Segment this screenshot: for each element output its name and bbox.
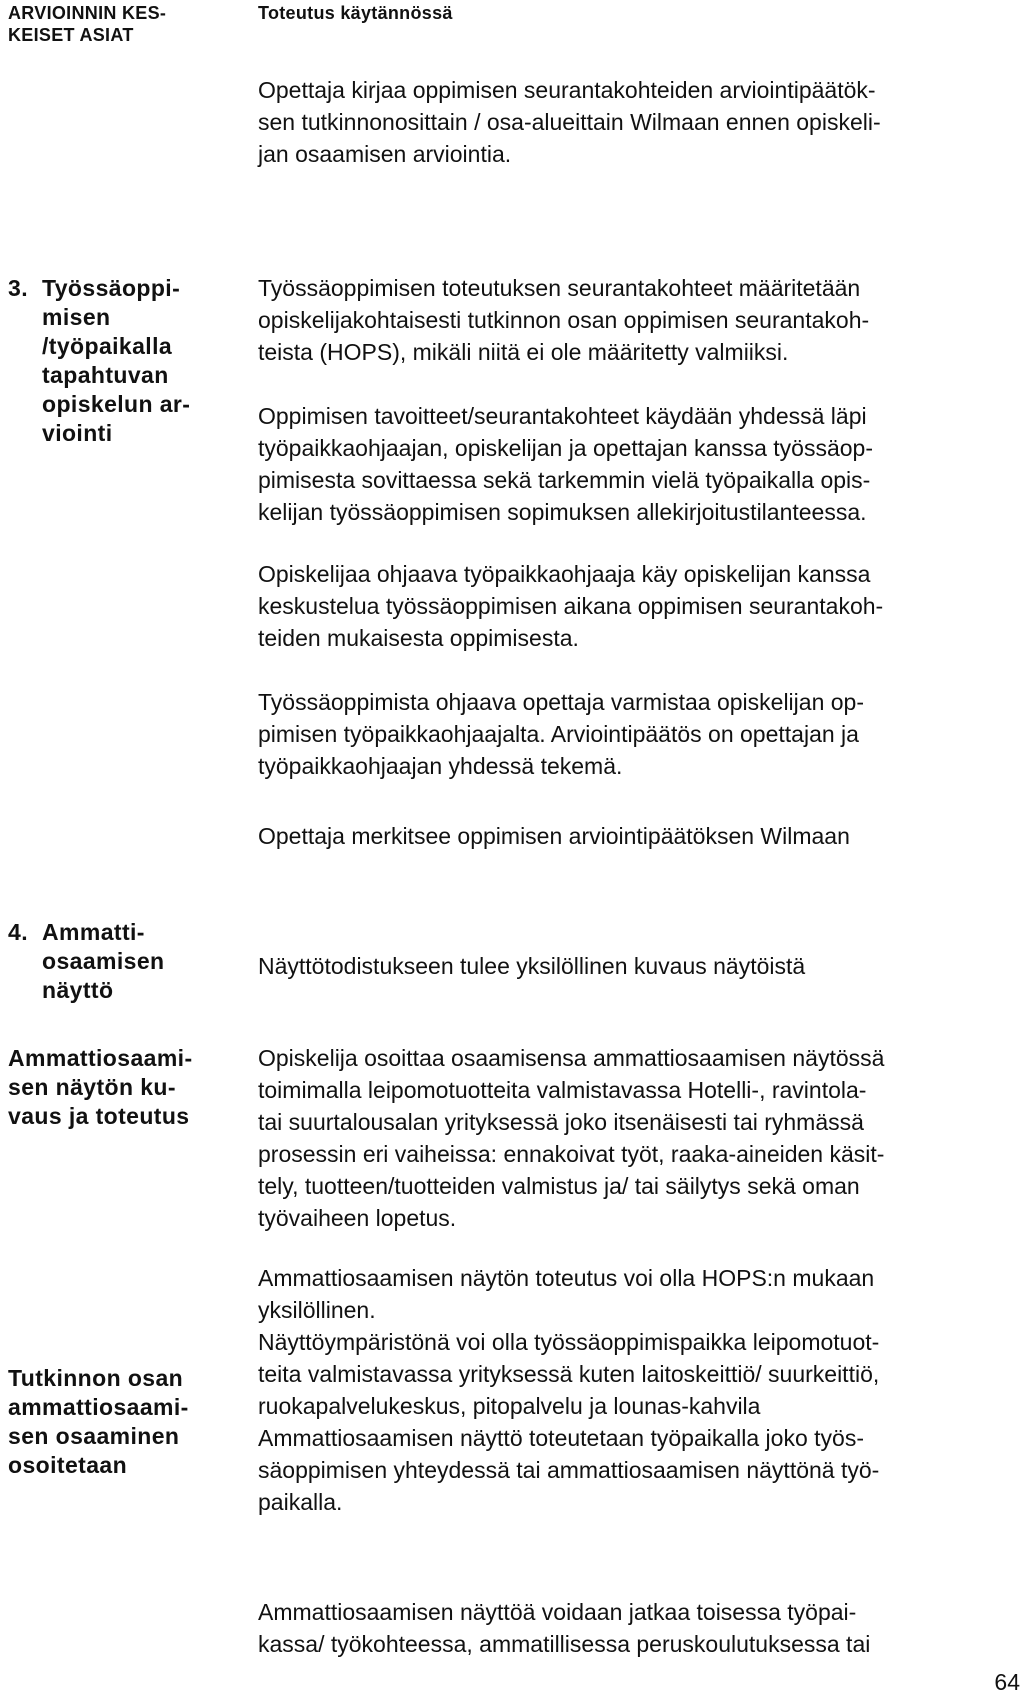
section-3-paragraph-1: Työssäoppimisen toteutuksen seurantakohteet määritetään opiskelijakohtaisesti tutkinnon osan oppimisen seurantakoh- teista (HOPS), mikäli niitä ei ole määritetty valmiiksi.: [258, 275, 870, 365]
demonstration-implementation-text: Ammattiosaamisen näytön toteutus voi olla HOPS:n mukaan yksilöllinen. Näyttöympäristönä voi olla työssäoppimispaikka leipomotuot- teita valmistavassa yrityksessä kuten laitoskeittiö/ suurkeittiö, ruokapalvelukeskus, pitopalvelu ja lounas-kahvila Ammattiosaamisen näyttö toteutetaan työpaikalla joko työs- säoppimisen yhteydessä tai ammattiosaamisen näyttönä työ- paikalla.: [258, 1265, 880, 1515]
page-number: 64: [994, 1669, 1020, 1695]
section-4-number: 4.: [8, 919, 28, 945]
section-3-title: 3. Työssäoppi- misen /työpaikalla tapahtuvan opiskelun ar- viointi: [8, 275, 191, 446]
section-4-text: Näyttötodistukseen tulee yksilöllinen kuvaus näytöistä: [258, 953, 806, 979]
continuation-paragraph: Ammattiosaamisen näyttöä voidaan jatkaa toisessa työpai- kassa/ työkohteessa, ammatillisessa peruskoulutuksessa tai: [258, 1599, 871, 1657]
section-3-paragraph-3: Opiskelijaa ohjaava työpaikkaohjaaja käy opiskelijan kanssa keskustelua työssäoppimisen aikana oppimisen seurantakoh- teiden mukaisesta oppimisesta.: [258, 561, 884, 651]
section-3-number: 3.: [8, 275, 28, 301]
intro-paragraph: Opettaja kirjaa oppimisen seurantakohteiden arviointipäätök- sen tutkinnonosittain / osa-alueittain Wilmaan ennen opiskeli- jan osaamisen arviointia.: [258, 77, 881, 167]
section-3-paragraph-4: Työssäoppimista ohjaava opettaja varmistaa opiskelijan op- pimisen työpaikkaohjaajalta. Arviointipäätös on opettajan ja työpaikkaohjaajan yhdessä tekemä.: [258, 689, 864, 779]
demonstration-description-title: Ammattiosaami- sen näytön ku- vaus ja toteutus: [8, 1045, 193, 1129]
column-header-implementation: Toteutus käytännössä: [258, 3, 453, 23]
column-header-assessment: ARVIOINNIN KES- KEISET ASIAT: [8, 3, 167, 45]
competence-demonstrated-title: Tutkinnon osan ammattiosaami- sen osaaminen osoitetaan: [8, 1365, 189, 1478]
demonstration-description-text: Opiskelija osoittaa osaamisensa ammattiosaamisen näytössä toimimalla leipomotuotteita valmistavassa Hotelli-, ravintola- tai suurtalousalan yrityksessä joko itsenäisesti tai ryhmässä prosessin eri vaiheissa: ennakoivat työt, raaka-aineiden käsit- tely, tuotteen/tuotteiden valmistus ja/ tai säilytys sekä oman työvaiheen lopetus.: [258, 1045, 885, 1231]
section-3-paragraph-2: Oppimisen tavoitteet/seurantakohteet käydään yhdessä läpi työpaikkaohjaajan, opiskelijan ja opettajan kanssa työssäop- pimisesta sovittaessa sekä tarkemmin vielä työpaikalla opis- kelijan työssäoppimisen sopimuksen allekirjoitustilanteessa.: [258, 403, 874, 525]
section-4-title: 4. Ammatti- osaamisen näyttö: [8, 919, 165, 1003]
section-3-paragraph-5: Opettaja merkitsee oppimisen arviointipäätöksen Wilmaan: [258, 823, 850, 849]
